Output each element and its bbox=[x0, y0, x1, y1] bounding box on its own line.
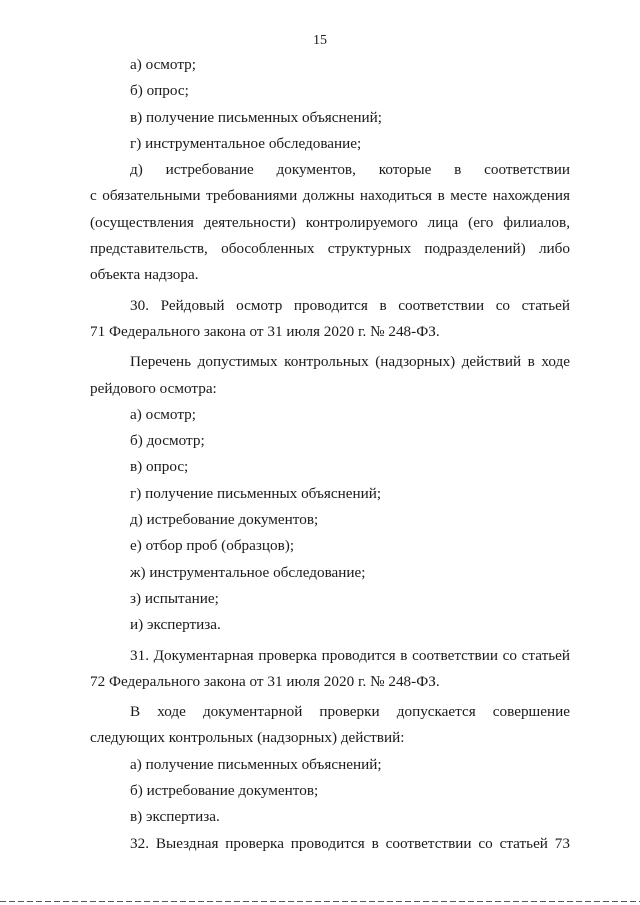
list-item: а) осмотр; bbox=[130, 56, 196, 73]
list-item: в) получение письменных объяснений; bbox=[130, 108, 383, 126]
list-item: а) осмотр; bbox=[130, 405, 196, 423]
paragraph-line: 30. Рейдовый осмотр проводится в соответствии со статьей bbox=[130, 296, 570, 314]
document-body bbox=[90, 52, 570, 857]
list-item: д) истребование документов, которые в соответствии bbox=[130, 161, 570, 179]
paragraph-line: В ходе документарной проверки допускается совершение bbox=[130, 703, 570, 721]
paragraph-line: 31. Документарная проверка проводится в соответствии со статьей bbox=[130, 646, 570, 664]
paragraph-line: Перечень допустимых контрольных (надзорных) действий в ходе bbox=[130, 353, 570, 371]
list-item: з) испытание; bbox=[130, 589, 219, 607]
list-item: е) отбор проб (образцов); bbox=[130, 537, 295, 555]
list-item: б) опрос; bbox=[130, 82, 189, 100]
list-item: ж) инструментальное обследование; bbox=[130, 563, 366, 581]
paragraph-line: 72 Федерального закона от 31 июля 2020 г. № 248-ФЗ. bbox=[90, 672, 440, 690]
list-item: и) экспертиза. bbox=[130, 616, 221, 634]
list-item: в) экспертиза. bbox=[130, 808, 220, 826]
list-item: б) истребование документов; bbox=[130, 782, 319, 800]
list-item: в) опрос; bbox=[130, 458, 189, 476]
page-number: 15 bbox=[313, 33, 327, 48]
list-item: г) получение письменных объяснений; bbox=[130, 484, 382, 502]
list-item: а) получение письменных объяснений; bbox=[130, 755, 382, 773]
scan-edge-line bbox=[0, 901, 640, 902]
paragraph-line: 71 Федерального закона от 31 июля 2020 г. № 248-ФЗ. bbox=[90, 322, 440, 340]
paragraph-line: рейдового осмотра: bbox=[90, 379, 217, 397]
paragraph-line: с обязательными требованиями должны находиться в месте нахождения bbox=[90, 187, 570, 205]
paragraph-line: 32. Выездная проверка проводится в соответствии со статьей 73 bbox=[130, 834, 570, 852]
paragraph-line: представительств, обособленных структурных подразделений) либо bbox=[90, 240, 570, 258]
paragraph-line: (осуществления деятельности) контролируемого лица (его филиалов, bbox=[90, 213, 570, 231]
list-item: г) инструментальное обследование; bbox=[130, 134, 362, 152]
paragraph-line: объекта надзора. bbox=[90, 266, 199, 284]
list-item: д) истребование документов; bbox=[130, 511, 319, 529]
list-item: б) досмотр; bbox=[130, 432, 205, 450]
paragraph-line: следующих контрольных (надзорных) действий: bbox=[90, 729, 405, 747]
